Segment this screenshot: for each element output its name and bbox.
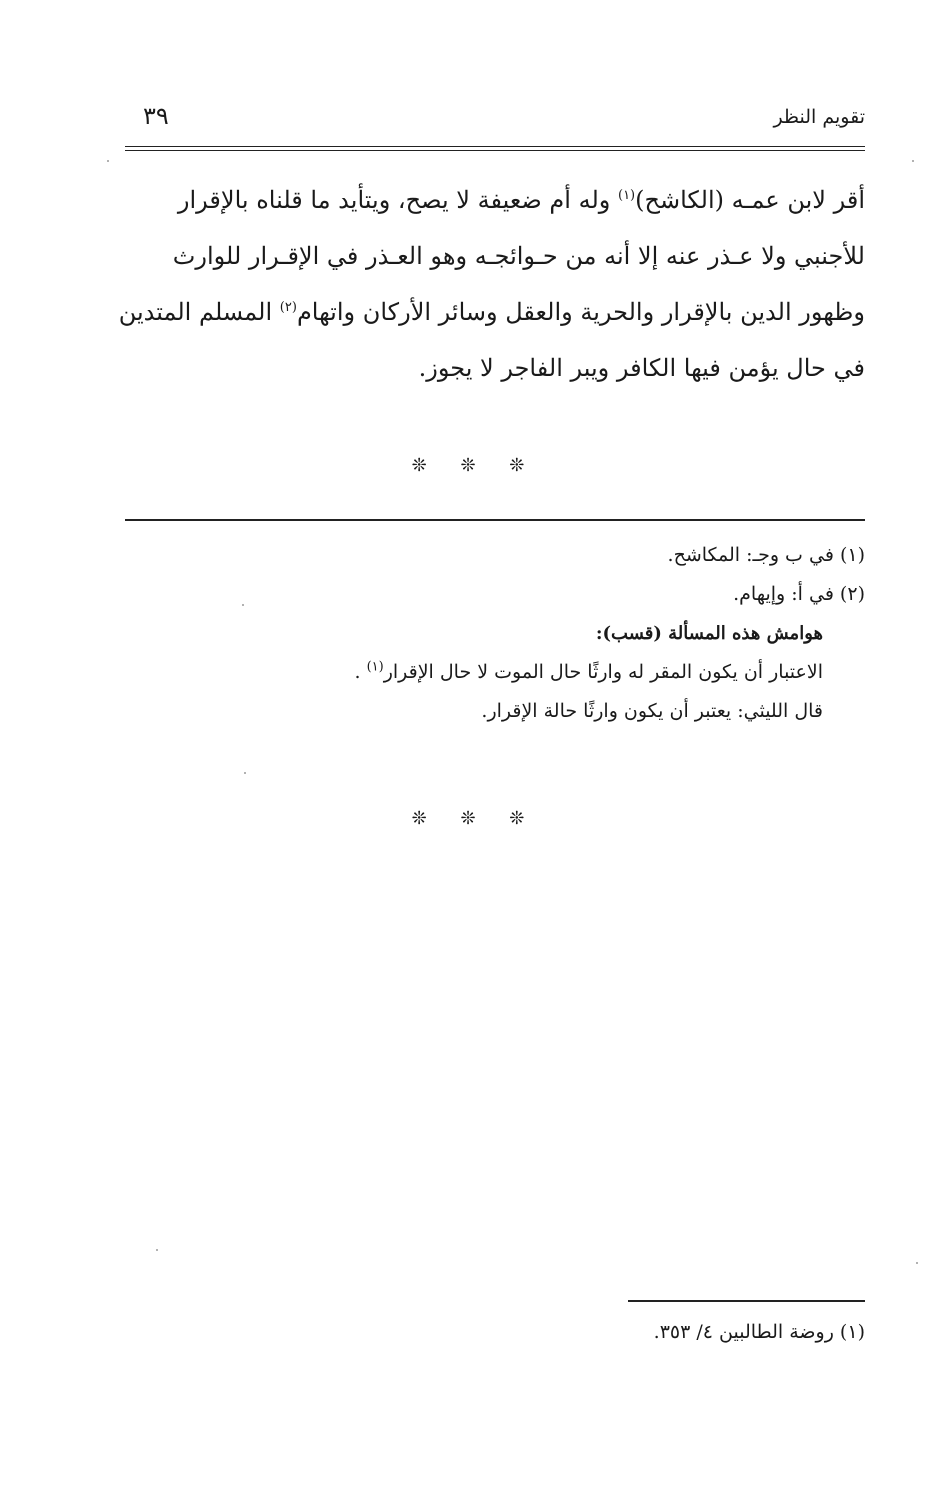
paper-speck xyxy=(242,604,244,606)
footnote-2: (٢) في أ: وإيهام. xyxy=(733,583,865,605)
page-number: ٣٩ xyxy=(143,102,169,130)
bottom-footnote-rule xyxy=(628,1300,865,1302)
section-separator: ❊ ❊ ❊ xyxy=(411,455,539,476)
header-rule xyxy=(125,146,865,147)
footnote-marker: (١) xyxy=(366,659,384,675)
margin-note-1: الاعتبار أن يكون المقر له وارثًا حال الموت لا حال الإقرار$^{(١)}$ . xyxy=(354,659,823,683)
section-separator: ❊ ❊ ❊ xyxy=(411,808,539,829)
paper-speck xyxy=(107,160,109,162)
paper-speck xyxy=(916,1262,918,1264)
footnote-marker: (٢) xyxy=(279,300,297,315)
paper-speck xyxy=(156,1249,158,1251)
footnote-1: (١) في ب وجـ: المكاشح. xyxy=(667,544,865,566)
paper-speck xyxy=(912,160,914,162)
text-line: وظهور الدين بالإقرار والحرية والعقل وسائر الأركان واتهام$^{(٢)}$ المسلم المتدين xyxy=(118,298,865,326)
header-rule-secondary xyxy=(125,150,865,151)
page-header xyxy=(125,100,865,144)
margin-note-2: قال الليثي: يعتبر أن يكون وارثًا حالة الإقرار. xyxy=(481,700,823,722)
running-title: تقويم النظر xyxy=(773,106,865,128)
paper-speck xyxy=(244,772,246,774)
footnote-marker: (١) xyxy=(617,188,636,203)
main-text xyxy=(118,172,865,396)
text-line: أقر لابن عمـه (الكاشح)$^{(١)}$ وله أم ضعيفة لا يصح، ويتأيد ما قلناه بالإقرار xyxy=(177,186,865,214)
bottom-footnote: (١) روضة الطالبين ٤/ ٣٥٣. xyxy=(653,1321,865,1343)
text-line: للأجنبي ولا عـذر عنه إلا أنه من حـوائجـه وهو العـذر في الإقـرار للوارث xyxy=(172,242,865,270)
footnote-rule xyxy=(125,519,865,521)
footnotes xyxy=(125,536,865,731)
margin-notes-heading: هوامش هذه المسألة (قسب): xyxy=(595,623,823,644)
text-line: في حال يؤمن فيها الكافر ويبر الفاجر لا يجوز. xyxy=(418,354,865,382)
